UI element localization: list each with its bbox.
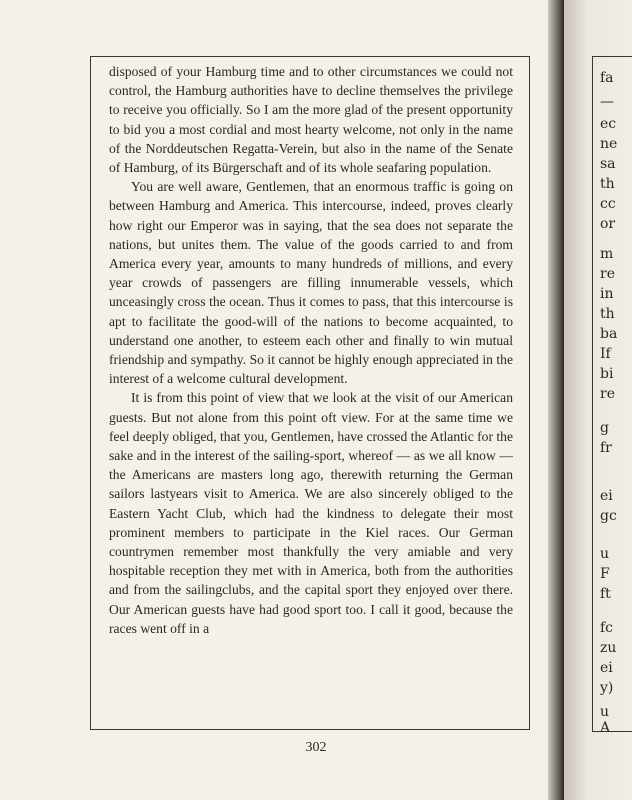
facing-fragment: in <box>600 286 614 302</box>
paragraph-2: You are well aware, Gentlemen, that an enormous traffic is going on between Hamburg and America. This intercourse, indeed, proves clearly how right our Emperor was in saying, that the sea does not separate the nations, but unites them. The value of the goods carried to and from America every year, amounts to many hundreds of millions, and every year crowds of passengers are filling innumerable vessels, which unceasingly cross the ocean. Thus it comes to pass, that this intercourse is apt to facilitate the good-will of the nations to become acquainted, to understand one another, to esteem each other and finally to win mutual friendship and sympathy. So it cannot be highly enough appreciated in the interest of a welcome cultural development. <box>109 179 513 387</box>
body-text <box>109 62 513 638</box>
facing-fragment: sa <box>600 156 616 172</box>
facing-fragment: m <box>600 246 614 262</box>
facing-fragment: F <box>600 566 610 582</box>
page-number: 302 <box>305 740 327 755</box>
facing-fragment: ne <box>600 136 618 152</box>
facing-fragment: cc <box>600 196 616 212</box>
facing-fragment: zu <box>600 640 617 656</box>
facing-fragment: ei <box>600 660 613 676</box>
facing-fragment: y) <box>600 680 614 696</box>
facing-fragment: fa <box>600 70 614 86</box>
facing-fragment: ei <box>600 488 613 504</box>
facing-fragment: A <box>600 720 611 736</box>
facing-fragment: fr <box>600 440 612 456</box>
facing-fragment: th <box>600 176 615 192</box>
facing-fragment: gc <box>600 508 617 524</box>
facing-fragment: If <box>600 346 611 362</box>
facing-fragment: fc <box>600 620 614 636</box>
facing-fragment: ba <box>600 326 618 342</box>
facing-fragment: bi <box>600 366 614 382</box>
paragraph-3: It is from this point of view that we look at the visit of our American guests. But not alone from this point oft view. For at the same time we feel deeply obliged, that you, Gentlemen, have crossed the Atlantic for the sake and in the interest of the sailing-sport, whereof — as we all know — the Americans are masters long ago, therewith returning the German sailors lastyears visit to America. We are also sincerely obliged to the Eastern Yacht Club, which had the kindness to delegate their most prominent members to participate in the Kiel races. Our German countrymen remember most thankfully the very amiable and very hospitable reception they met with in America, both from the authorities and from the sailingclubs, and the capital sport they enjoyed over there. Our American guests have had good sport too. I call it good, because the races went off in a <box>109 390 513 636</box>
book-gutter <box>548 0 564 800</box>
facing-fragment: g <box>600 420 609 436</box>
facing-fragment: u <box>600 546 610 562</box>
facing-fragment: u <box>600 704 610 720</box>
facing-fragment: ec <box>600 116 617 132</box>
facing-fragment: th <box>600 306 615 322</box>
facing-fragment: re <box>600 266 615 282</box>
facing-page <box>564 0 632 800</box>
facing-fragment: re <box>600 386 615 402</box>
facing-fragment: — <box>600 94 614 110</box>
facing-fragment: or <box>600 216 616 232</box>
paragraph-1: disposed of your Hamburg time and to other circumstances we could not control, the Hamburg authorities have to decline themselves the privilege to receive you officially. So I am the more glad of the present opportunity to bid you a most cordial and most hearty welcome, not only in the name of the Norddeutschen Regatta-Verein, but also in the name of the Senate of Hamburg, of its Bürgerschaft and of its whole seafaring population. <box>109 64 513 176</box>
facing-fragment: ft <box>600 586 611 602</box>
